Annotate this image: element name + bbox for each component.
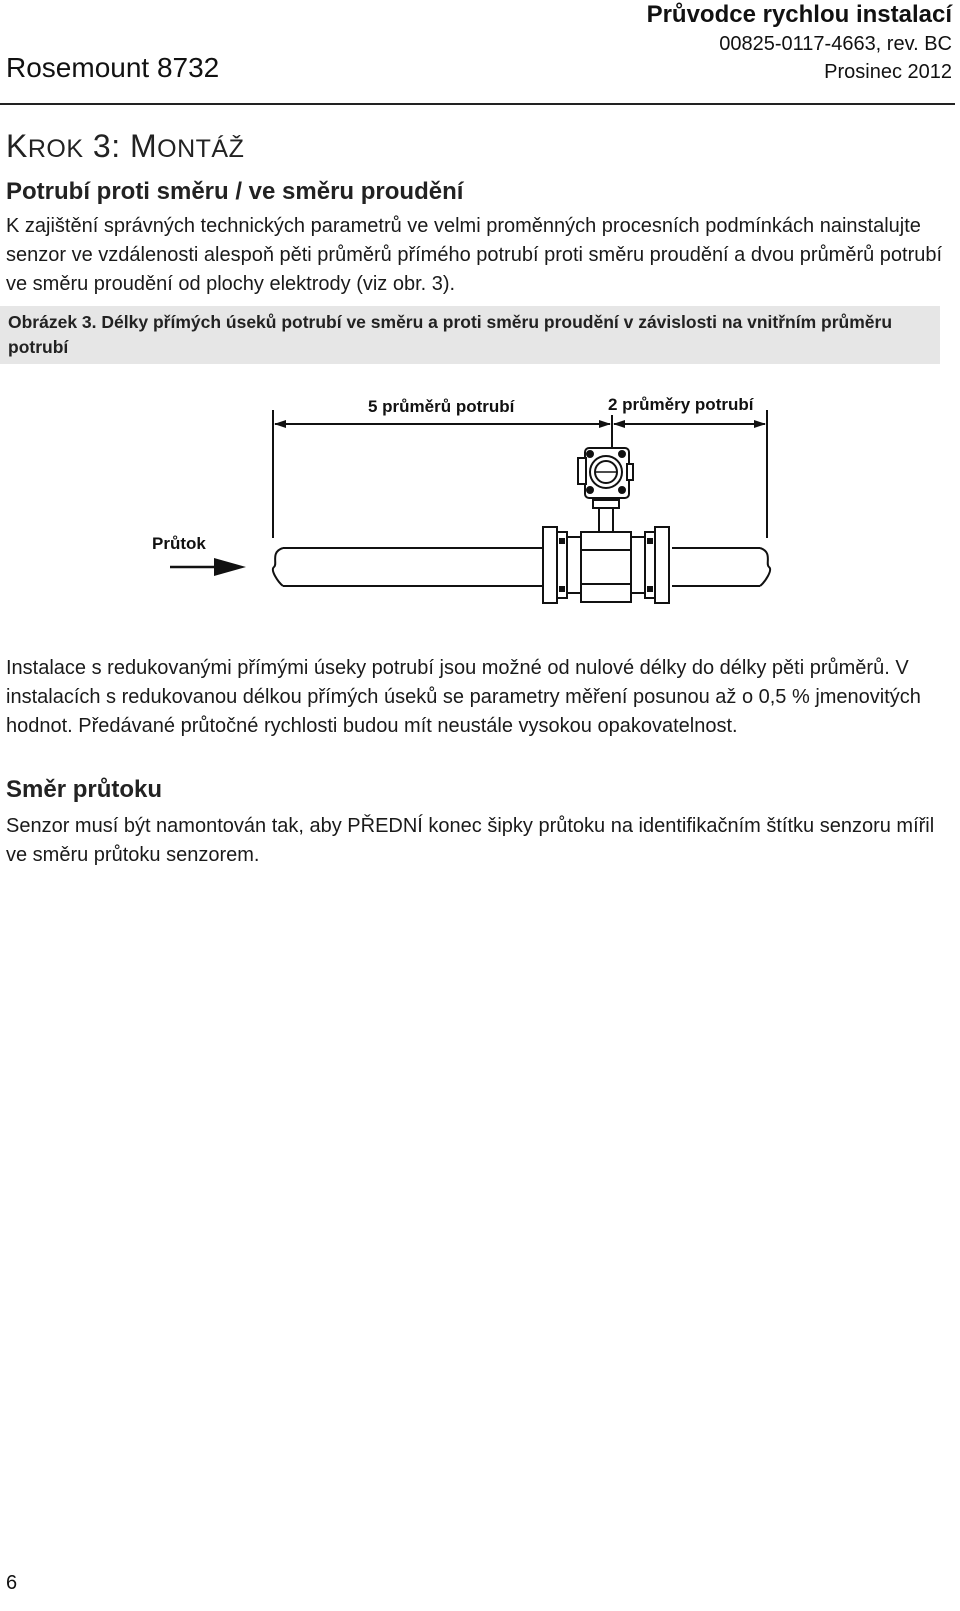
doc-number: 00825-0117-4663, rev. BC [719,33,952,55]
doc-date: Prosinec 2012 [824,61,952,83]
flowmeter-sensor-body [581,532,631,602]
dimension-label-upstream: 5 průměrů potrubí [368,397,515,416]
transmitter-neck [593,500,619,532]
step-title-part: ROK [27,135,84,163]
header-divider [0,103,955,105]
step-title-part: M [130,128,158,164]
figure-label: Obrázek 3. [8,312,97,332]
figure-caption-text: Délky přímých úseků potrubí ve směru a proti směru proudění v závislosti na vnitřním průměru potrubí [8,312,893,357]
paragraph-piping: K zajištění správných technických parametrů ve velmi proměnných procesních podmínkách nainstalujte senzor ve vzdálenosti alespoň pěti průměrů přímého potrubí proti směru proudění a dvou průměrů potrubí ve směru proudění od plochy elektrody (viz obr. 3). [6,215,943,295]
upstream-pipe [273,548,542,586]
figure-caption [0,306,940,364]
dimension-label-downstream: 2 průměry potrubí [608,395,754,414]
step-title-part: ONTÁŽ [157,135,245,163]
downstream-pipe [672,548,770,586]
paragraph-reduced-runs: Instalace s redukovanými přímými úseky potrubí jsou možné od nulové délky do délky pěti průměrů. V instalacích s redukovanou délkou přímých úseků se parametry měření posunou až o 0,5 % jmenovitých hodnot. Předávané průtočné rychlosti budou mít neustále vysokou opakovatelnost. [6,657,921,737]
section-heading-piping: Potrubí proti směru / ve směru proudění [6,178,464,205]
transmitter-head-icon [578,448,633,498]
flow-label: Průtok [152,534,206,553]
step-title [6,128,244,165]
section-heading-flow-direction: Směr průtoku [6,776,163,803]
doc-title: Průvodce rychlou instalací [646,1,952,28]
flow-arrow-icon [170,558,246,576]
doc-meta [647,0,952,86]
step-title-part: 3: [83,128,130,164]
piping-diagram [0,370,960,640]
product-name: Rosemount 8732 [6,52,220,83]
paragraph-flow-direction: Senzor musí být namontován tak, aby PŘEDNÍ konec šipky průtoku na identifikačním štítku senzoru mířil ve směru průtoku senzorem. [6,815,935,866]
page-number: 6 [6,1572,18,1594]
step-title-part: K [6,128,28,164]
